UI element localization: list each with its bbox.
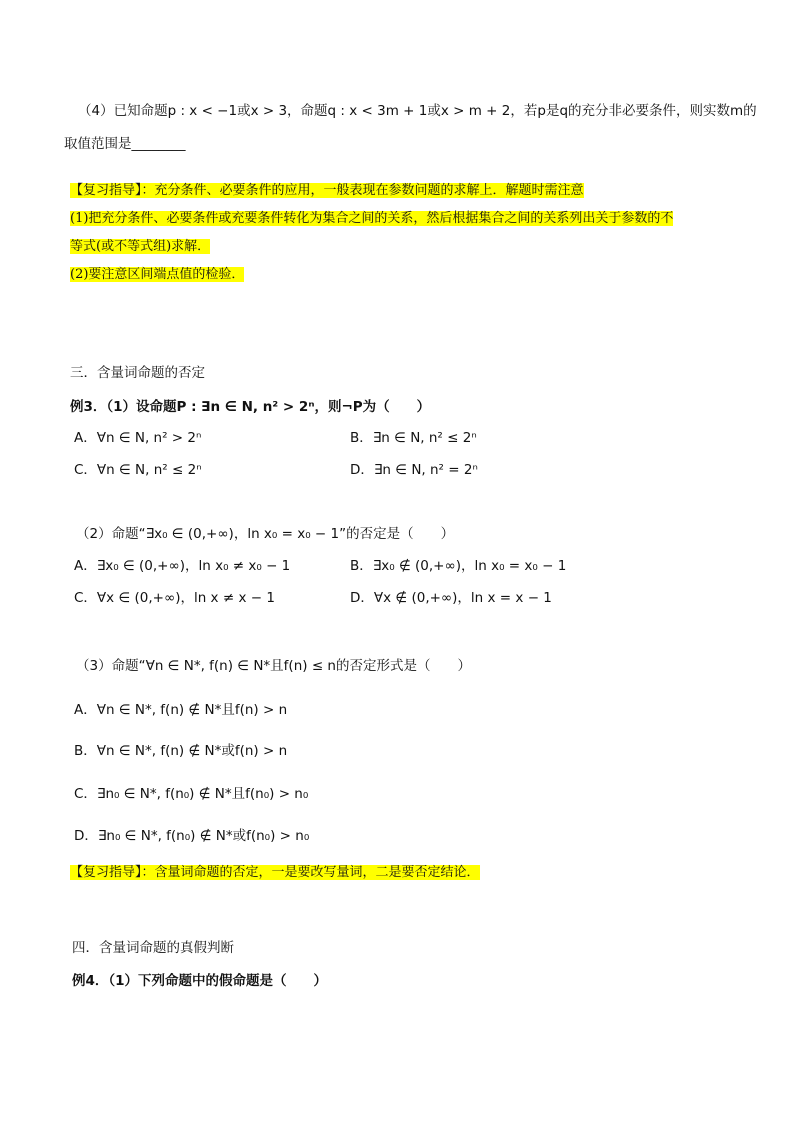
ex3-q1-option-a: A．∀n ∈ N, n² > 2ⁿ — [74, 430, 202, 446]
ex3-q2-option-d: D．∀x ∉ (0,+∞)，ln x = x − 1 — [350, 590, 552, 606]
ex3-q2-option-a: A．∃x₀ ∈ (0,+∞)，ln x₀ ≠ x₀ − 1 — [74, 558, 291, 574]
ex3-q2-option-b: B．∃x₀ ∉ (0,+∞)，ln x₀ = x₀ − 1 — [350, 558, 567, 574]
ex3-q2-stem: （2）命题“∃x₀ ∈ (0,+∞)，ln x₀ = x₀ − 1”的否定是（ ） — [76, 526, 455, 542]
guide2-line1: 【复习指导】：含量词命题的否定，一是要改写量词，二是要否定结论． — [70, 865, 480, 880]
guide1-line4: (2)要注意区间端点值的检验． — [70, 267, 245, 282]
ex3-q3-option-b: B．∀n ∈ N*, f(n) ∉ N*或f(n) > n — [74, 743, 288, 759]
q4-line1: （4）已知命题p : x < −1或x > 3，命题q : x < 3m + 1或x > m + 2，若p是q的充分非必要条件，则实数m的 — [78, 103, 757, 119]
ex3-q3-stem: （3）命题“∀n ∈ N*, f(n) ∈ N*且f(n) ≤ n的否定形式是（ ） — [76, 658, 471, 674]
ex3-q2-option-c: C．∀x ∈ (0,+∞)，ln x ≠ x − 1 — [74, 590, 275, 606]
ex3-q1-option-b: B．∃n ∈ N, n² ≤ 2ⁿ — [350, 430, 477, 446]
guide1-line2: (1)把充分条件、必要条件或充要条件转化为集合之间的关系，然后根据集合之间的关系列出关于参数的不 — [70, 211, 674, 226]
section3-title: 三．含量词命题的否定 — [70, 365, 205, 381]
ex3-q3-option-d: D．∃n₀ ∈ N*, f(n₀) ∉ N*或f(n₀) > n₀ — [74, 828, 310, 844]
ex3-q1-stem: 例3．（1）设命题P : ∃n ∈ N, n² > 2ⁿ，则¬P为（ ） — [70, 399, 431, 415]
section4-title: 四．含量词命题的真假判断 — [72, 940, 234, 956]
ex3-q1-option-c: C．∀n ∈ N, n² ≤ 2ⁿ — [74, 462, 202, 478]
ex3-q3-option-c: C．∃n₀ ∈ N*, f(n₀) ∉ N*且f(n₀) > n₀ — [74, 786, 309, 802]
q4-line2: 取值范围是________ — [64, 136, 186, 152]
ex4-q1-stem: 例4．（1）下列命题中的假命题是（ ） — [72, 973, 328, 989]
ex3-q1-option-d: D．∃n ∈ N, n² = 2ⁿ — [350, 462, 478, 478]
guide1-line3: 等式(或不等式组)求解． — [70, 239, 211, 254]
ex3-q3-option-a: A．∀n ∈ N*, f(n) ∉ N*且f(n) > n — [74, 702, 288, 718]
guide1-line1: 【复习指导】：充分条件、必要条件的应用，一般表现在参数问题的求解上．解题时需注意 — [70, 183, 584, 198]
